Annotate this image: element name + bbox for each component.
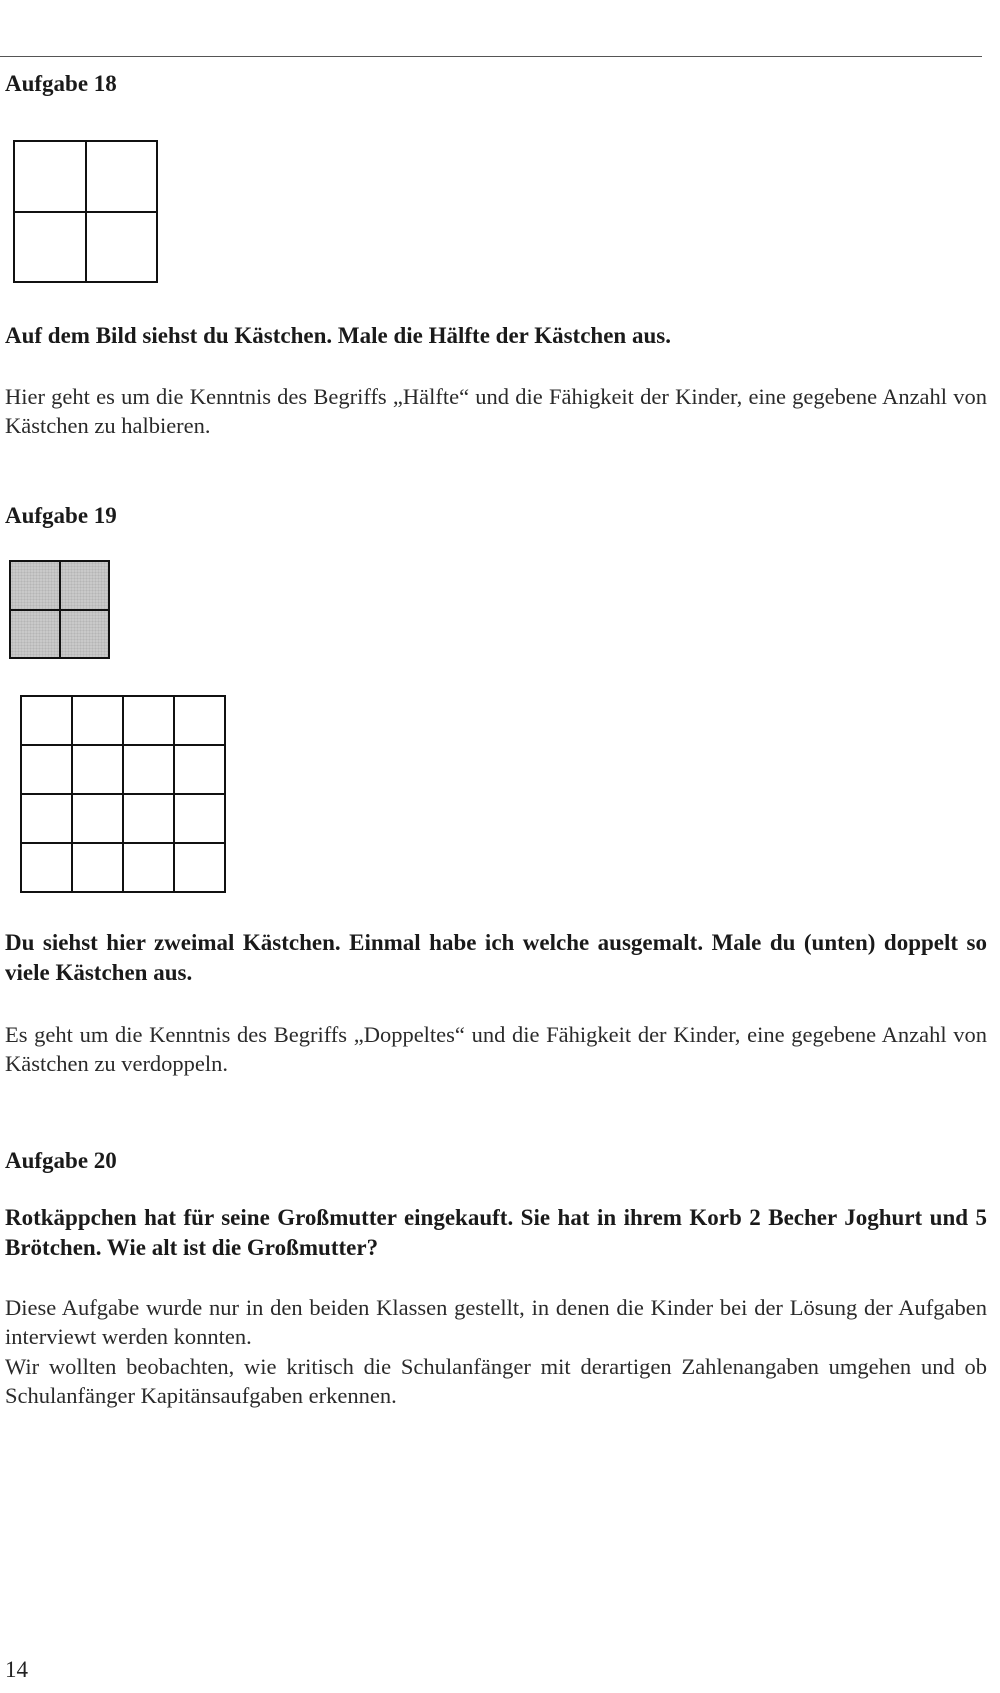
grid-cell (174, 794, 225, 843)
shaded-grid-cell (60, 610, 110, 659)
grid-cell (21, 696, 72, 745)
comment-aufgabe-19: Es geht um die Kenntnis des Begriffs „Doppeltes“ und die Fähigkeit der Kinder, eine gegebene Anzahl von Kästchen zu verdoppeln. (5, 1022, 987, 1076)
shaded-grid-cell (60, 561, 110, 610)
grid-aufgabe-18 (13, 140, 158, 283)
grid-cell (21, 843, 72, 892)
shaded-grid-cell (10, 561, 60, 610)
task-aufgabe-20: Rotkäppchen hat für seine Großmutter eingekauft. Sie hat in ihrem Korb 2 Becher Joghurt und 5 Brötchen. Wie alt ist die Großmutter? (5, 1205, 987, 1260)
page-number: 14 (5, 1657, 28, 1682)
grid-cell (174, 696, 225, 745)
grid-cell (174, 745, 225, 794)
grid-cell (123, 696, 174, 745)
grid-cell (14, 141, 86, 212)
grid-cell (72, 745, 123, 794)
grid-cell (21, 794, 72, 843)
heading-aufgabe-19: Aufgabe 19 (5, 503, 117, 528)
comment-aufgabe-18: Hier geht es um die Kenntnis des Begriffs „Hälfte“ und die Fähigkeit der Kinder, eine gegebene Anzahl von Kästchen zu halbieren. (5, 384, 987, 438)
grid-cell (123, 843, 174, 892)
grid-cell (72, 794, 123, 843)
grid-cell (123, 745, 174, 794)
grid-cell (14, 212, 86, 283)
grid-cell (72, 843, 123, 892)
shaded-grid-cell (10, 610, 60, 659)
grid-cell (86, 141, 158, 212)
top-rule (0, 56, 982, 57)
grid-aufgabe-19-task (20, 695, 226, 893)
comment-aufgabe-20-part-1: Diese Aufgabe wurde nur in den beiden Klassen gestellt, in denen die Kinder bei der Lösung der Aufgaben interviewt werden konnten. (5, 1295, 987, 1349)
grid-cell (21, 745, 72, 794)
comment-aufgabe-20-part-2: Wir wollten beobachten, wie kritisch die Schulanfänger mit derartigen Zahlenangaben umgehen und ob Schulanfänger Kapitänsaufgaben erkennen. (5, 1354, 987, 1408)
task-aufgabe-18: Auf dem Bild siehst du Kästchen. Male die Hälfte der Kästchen aus. (5, 323, 671, 348)
task-aufgabe-19: Du siehst hier zweimal Kästchen. Einmal habe ich welche ausgemalt. Male du (unten) doppelt so viele Kästchen aus. (5, 930, 987, 985)
grid-aufgabe-19-example (9, 560, 110, 659)
grid-cell (86, 212, 158, 283)
grid-cell (123, 794, 174, 843)
heading-aufgabe-20: Aufgabe 20 (5, 1148, 117, 1173)
heading-aufgabe-18: Aufgabe 18 (5, 71, 117, 96)
grid-cell (72, 696, 123, 745)
grid-cell (174, 843, 225, 892)
